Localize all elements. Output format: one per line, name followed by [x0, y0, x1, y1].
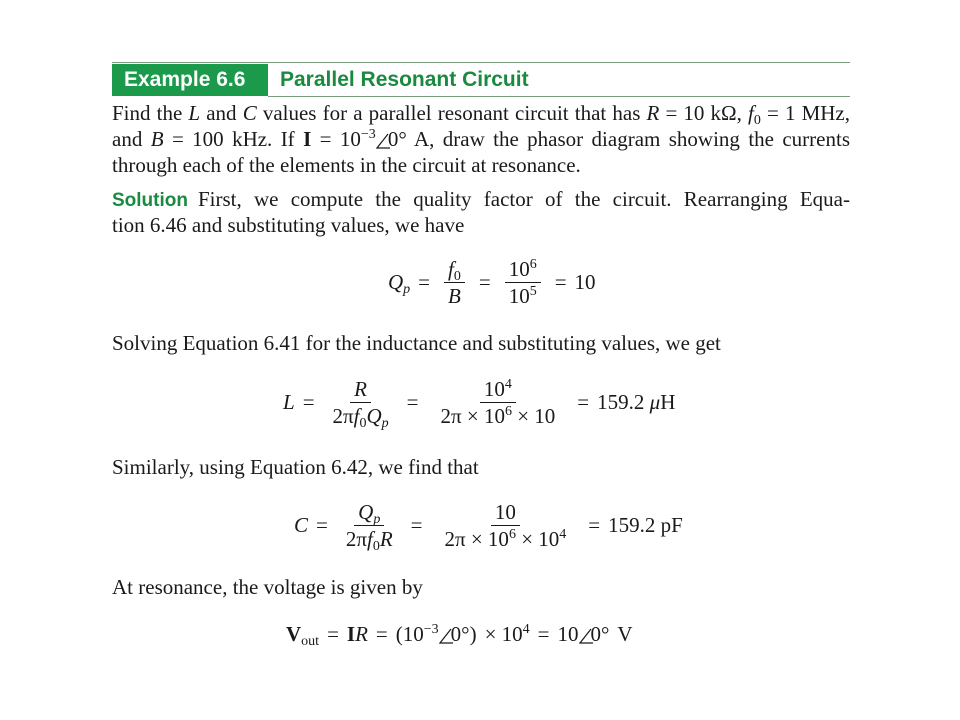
equation-quality-factor: $Q_p$ = $\frac{f_0}{B}$ = $\frac{10^6}{10^5}$ = 10 [388, 257, 596, 308]
capacitance-text: Similarly, using Equation 6.42, we find that [112, 455, 479, 479]
equation-output-voltage: $V_{out}$ = IR = ($10^{-3}$ 0°) × $10^4$ = 10 0° V [286, 622, 633, 649]
problem-line-3: through each of the elements in the circuit at resonance. [112, 153, 581, 177]
solution-intro [112, 186, 850, 238]
angle-symbol: 0° [579, 622, 610, 647]
header-bottom-rule [268, 96, 850, 97]
problem-statement [112, 100, 850, 178]
equation-inductance: L = $\frac{R}{2\pi f_0Q_p}$ = $\frac{10^4}{2\pi \times 10^6 \times 10}$ = 159.2 μH [283, 377, 676, 431]
inductance-text: Solving Equation 6.41 for the inductance and substituting values, we get [112, 331, 721, 355]
fraction-numeric-capacitance: $\frac{10}{2\pi \times 10^6 \times 10^4}$ [444, 500, 567, 551]
solution-label: Solution [112, 190, 188, 211]
fraction-qp-over-denominator: $\frac{Q_p}{2\pi f_0R}$ [345, 500, 393, 554]
solution-line-1: Solution First, we compute the quality factor of the circuit. Rearranging Equa- [112, 187, 850, 211]
solution-line-2: tion 6.46 and substituting values, we have [112, 213, 465, 237]
header-top-rule [112, 62, 850, 63]
angle-symbol: 0° [376, 126, 407, 152]
example-number-tag: Example 6.6 [112, 64, 268, 96]
fraction-powers-of-ten: $\frac{10^6}{10^5}$ [505, 256, 541, 309]
fraction-numeric-inductance: $\frac{10^4}{2\pi \times 10^6 \times 10}$ [440, 377, 556, 428]
angle-symbol: 0° [439, 622, 470, 647]
example-title: Parallel Resonant Circuit [280, 68, 529, 91]
equation-capacitance: C = $\frac{Q_p}{2\pi f_0R}$ = $\frac{10}{2\pi \times 10^6 \times 10^4}$ = 159.2 pF [294, 500, 683, 554]
voltage-text: At resonance, the voltage is given by [112, 575, 423, 599]
example-header [112, 62, 850, 98]
fraction-f0-over-b: $\frac{f_0}{B}$ [444, 256, 465, 309]
problem-line-1: Find the L and C values for a parallel resonant circuit that has R = 10 kΩ, $f_0 = 1$ MHz, [112, 101, 850, 128]
fraction-r-over-denominator: $\frac{R}{2\pi f_0Q_p}$ [332, 377, 389, 431]
problem-line-2: and B = 100 kHz. If $I = 10^{-3}$ 0° A, draw the phasor diagram showing the currents [112, 127, 850, 151]
